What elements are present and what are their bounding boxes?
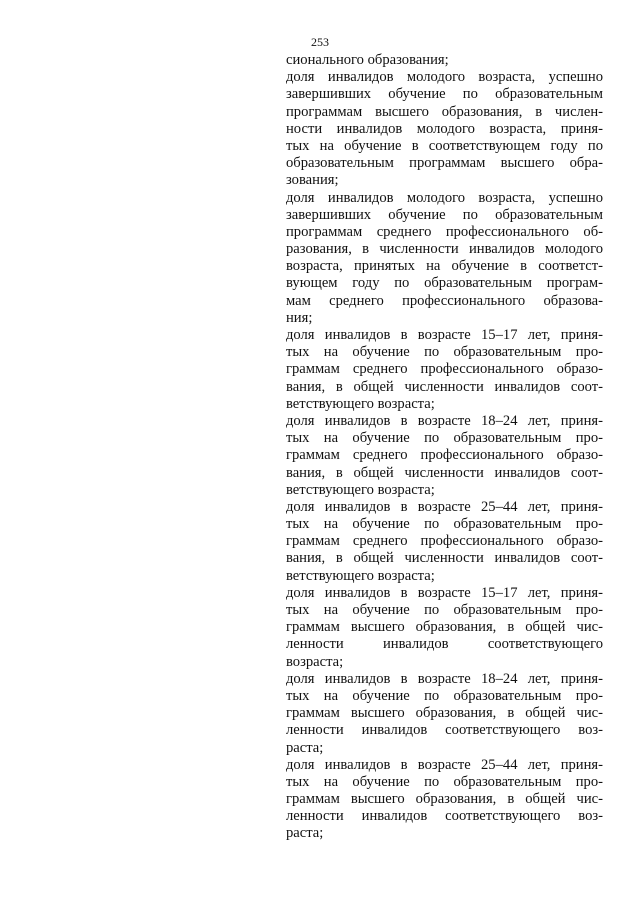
text-line: тых на обучение по образовательным про- xyxy=(286,602,603,618)
text-line: тых на обучение по образовательным про- xyxy=(286,344,603,361)
text-line: граммам среднего профессионального образо- xyxy=(286,447,603,464)
text-line: завершивших обучение по образовательным xyxy=(286,206,603,223)
text-line: граммам высшего образования, в общей чис- xyxy=(286,705,603,722)
text-line: мам среднего профессионального образова- xyxy=(286,292,603,309)
text-line: доля инвалидов в возрасте 15–17 лет, приня- xyxy=(286,584,603,601)
text-line: тых на обучение в соответствующем году по xyxy=(286,137,603,154)
text-line: программам высшего образования, в числен- xyxy=(286,103,603,120)
text-line: ветствующего возраста; xyxy=(286,567,435,584)
text-line: доля инвалидов в возрасте 25–44 лет, приня- xyxy=(286,498,603,515)
text-line: граммам среднего профессионального образо- xyxy=(286,361,603,378)
text-line: возраста, принятых на обучение в соответст- xyxy=(286,258,603,275)
text-line: ленности инвалидов соответствующего воз- xyxy=(286,808,603,825)
text-line: тых на обучение по образовательным про- xyxy=(286,773,603,790)
text-line: доля инвалидов в возрасте 18–24 лет, приня- xyxy=(286,412,603,429)
text-line: доля инвалидов в возрасте 25–44 лет, приня- xyxy=(286,756,603,773)
text-line: раста; xyxy=(286,825,324,842)
text-line: сионального образования; xyxy=(286,52,449,68)
text-line: тых на обучение по образовательным про- xyxy=(286,430,603,447)
text-line: вания, в общей численности инвалидов соот- xyxy=(286,378,603,395)
text-line: ности инвалидов молодого возраста, приня- xyxy=(286,120,603,137)
text-line: возраста; xyxy=(286,653,344,670)
page-number: 253 xyxy=(311,35,329,49)
text-line: раста; xyxy=(286,739,324,756)
text-line: ленности инвалидов соответствующего xyxy=(286,636,603,653)
text-line: доля инвалидов молодого возраста, успешно xyxy=(286,69,603,86)
text-line: образовательным программам высшего обра- xyxy=(286,155,603,172)
text-line: вующем году по образовательным програм- xyxy=(286,275,603,292)
text-line: ветствующего возраста; xyxy=(286,395,435,412)
text-line: разования, в численности инвалидов молодого xyxy=(286,241,603,258)
text-line: ния; xyxy=(286,309,313,326)
text-line: программам среднего профессионального об- xyxy=(286,223,603,240)
text-line: граммам среднего профессионального образо- xyxy=(286,533,603,550)
text-line: ветствующего возраста; xyxy=(286,481,435,498)
text-line: тых на обучение по образовательным про- xyxy=(286,516,603,533)
text-line: ленности инвалидов соответствующего воз- xyxy=(286,722,603,739)
text-line: доля инвалидов в возрасте 15–17 лет, приня- xyxy=(286,327,603,343)
text-line: граммам высшего образования, в общей чис- xyxy=(286,791,603,808)
text-line: доля инвалидов молодого возраста, успешно xyxy=(286,189,603,206)
text-line: зования; xyxy=(286,172,339,189)
text-line: вания, в общей численности инвалидов соот- xyxy=(286,464,603,481)
text-line: вания, в общей численности инвалидов соот- xyxy=(286,550,603,567)
text-line: завершивших обучение по образовательным xyxy=(286,86,603,103)
text-line: тых на обучение по образовательным про- xyxy=(286,687,603,704)
document-text-column xyxy=(286,52,603,843)
text-line: граммам высшего образования, в общей чис- xyxy=(286,619,603,636)
text-line: доля инвалидов в возрасте 18–24 лет, приня- xyxy=(286,670,603,687)
